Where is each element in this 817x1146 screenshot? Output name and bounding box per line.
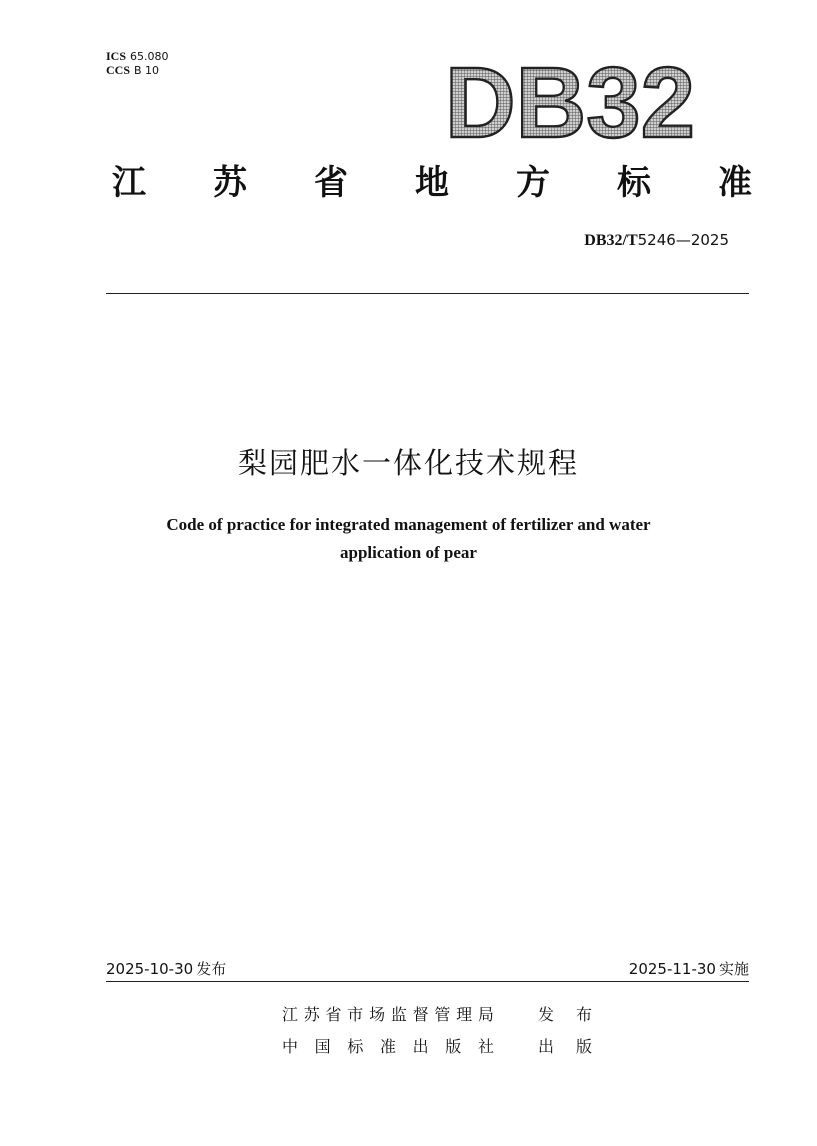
standard-type-char: 方 (516, 163, 550, 203)
ics-code: ICS 65.080 (106, 49, 169, 63)
standard-type-char: 省 (314, 163, 348, 203)
ccs-code: CCS B 10 (106, 63, 160, 77)
publisher-char: 局 (477, 1005, 494, 1024)
publisher-char: 版 (445, 1037, 462, 1056)
publisher-char: 出 (538, 1037, 555, 1056)
document-title-cn: 梨园肥水一体化技术规程 (237, 446, 579, 480)
standard-type-char: 苏 (213, 163, 247, 203)
press-action (538, 1036, 592, 1058)
press-row (282, 1036, 592, 1058)
publisher-char: 准 (379, 1037, 396, 1056)
publisher-char: 版 (575, 1037, 592, 1056)
publisher-char: 督 (412, 1005, 429, 1024)
top-divider (106, 293, 749, 294)
publisher-char: 管 (434, 1005, 451, 1024)
publisher-char: 发 (538, 1005, 555, 1024)
publisher-char: 社 (477, 1037, 494, 1056)
publisher-org (282, 1004, 494, 1026)
publisher-char: 国 (314, 1037, 331, 1056)
standard-type-char: 江 (112, 163, 146, 203)
standard-type-char: 准 (718, 163, 752, 203)
standard-type-title (112, 160, 752, 206)
bottom-divider (106, 981, 749, 982)
publisher-char: 场 (369, 1005, 386, 1024)
publisher-row (282, 1004, 592, 1026)
publisher-action (538, 1004, 592, 1026)
publisher-char: 中 (282, 1037, 299, 1056)
standard-number: DB32/T5246—2025 (584, 231, 729, 249)
db32-logo (440, 58, 700, 142)
publisher-char: 苏 (303, 1005, 320, 1024)
publisher-char: 监 (390, 1005, 407, 1024)
publisher-char: 布 (575, 1005, 592, 1024)
issue-date: 2025-10-30 发布 (106, 960, 227, 978)
document-title-en-line2: application of pear (340, 543, 477, 562)
press-org (282, 1036, 494, 1058)
publisher-char: 出 (412, 1037, 429, 1056)
document-title-en-line1: Code of practice for integrated management of fertilizer and water (166, 515, 651, 534)
publisher-char: 理 (456, 1005, 473, 1024)
publisher-char: 江 (282, 1005, 299, 1024)
svg-text:DB32: DB32 (445, 58, 695, 142)
implementation-date: 2025-11-30 实施 (628, 960, 749, 978)
publisher-char: 省 (325, 1005, 342, 1024)
publisher-char: 标 (347, 1037, 364, 1056)
publisher-char: 市 (347, 1005, 364, 1024)
standard-type-char: 地 (415, 163, 449, 203)
standard-type-char: 标 (617, 163, 651, 203)
